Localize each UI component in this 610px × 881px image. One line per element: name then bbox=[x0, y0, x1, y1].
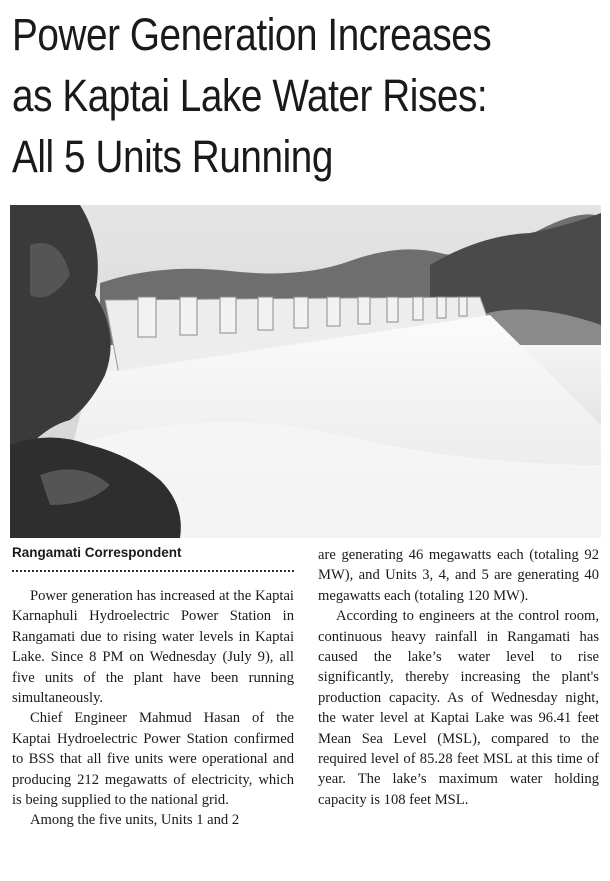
headline-line-2: as Kaptai Lake Water Rises: bbox=[12, 70, 488, 121]
paragraph-4: According to engineers at the control room, continuous heavy rainfall in Rangamati has caused the lake’s water level to rise significantly, thereby increasing the plant's production capacity. As of Wednesday night, the water level at Kaptai Lake was 96.41 feet Mean Sea Level (MSL), compared to the required level of 85.28 feet MSL at this time of year. The lake’s maximum water holding capacity is 108 feet MSL. bbox=[318, 608, 599, 808]
dam-spillway-photo bbox=[10, 205, 601, 538]
byline-divider bbox=[12, 570, 294, 572]
paragraph-3-start: Among the five units, Units 1 and 2 bbox=[30, 812, 240, 829]
headline-line-1: Power Generation Increases bbox=[12, 9, 492, 60]
article-column-left bbox=[12, 586, 294, 831]
paragraph-2: Chief Engineer Mahmud Hasan of the Kaptai Hydroelectric Power Station confirmed to BSS that all five units were operational and producing 212 megawatts of electricity, which is being supplied to the national grid. bbox=[12, 710, 294, 809]
article-column-right bbox=[318, 545, 599, 810]
byline: Rangamati Correspondent bbox=[12, 545, 182, 560]
dam-photo-illustration bbox=[10, 205, 601, 538]
headline-line-3: All 5 Units Running bbox=[12, 131, 333, 182]
paragraph-1: Power generation has increased at the Kaptai Karnaphuli Hydroelectric Power Station in Rangamati due to rising water levels in Kaptai Lake. Since 8 PM on Wednesday (July 9), all five units of the plant have been running simultaneously. bbox=[12, 588, 294, 707]
paragraph-3-continued: are generating 46 megawatts each (totaling 92 MW), and Units 3, 4, and 5 are generating 40 megawatts each (totaling 120 MW). bbox=[318, 547, 599, 604]
headline bbox=[12, 4, 605, 187]
